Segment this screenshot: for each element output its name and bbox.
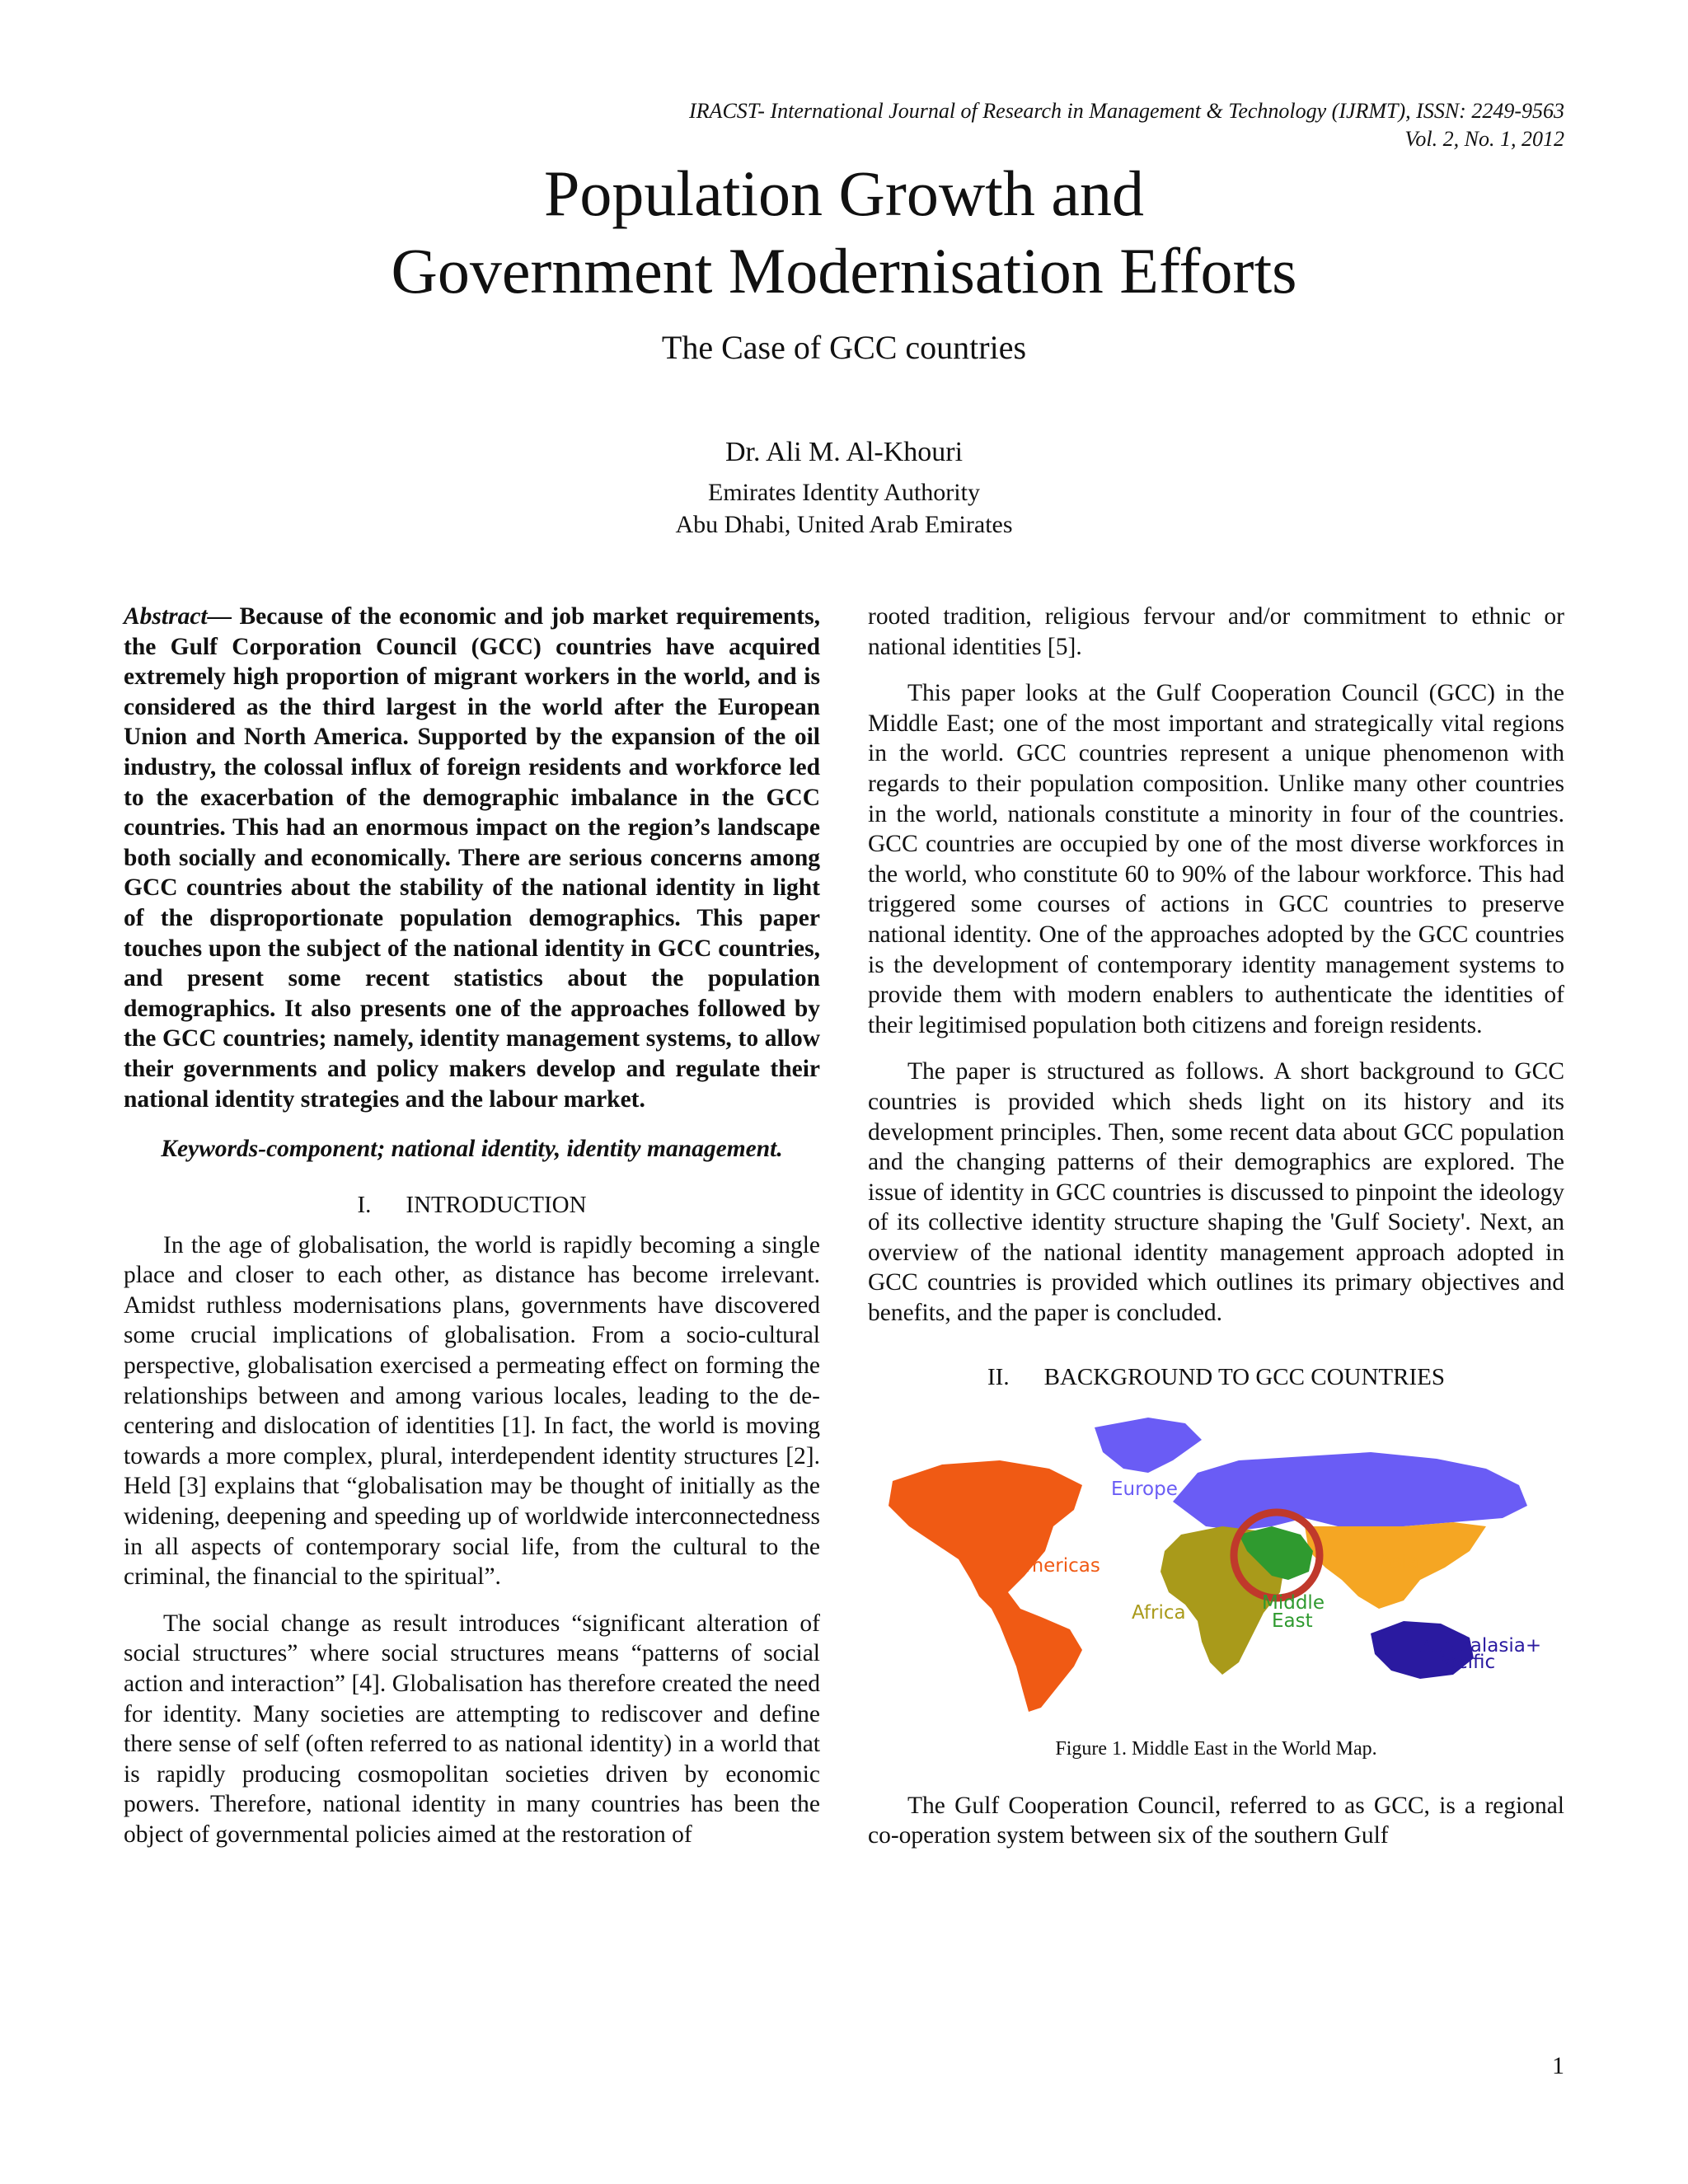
section-title-initial: I bbox=[406, 1191, 415, 1218]
label-middle-east-2: East bbox=[1272, 1610, 1313, 1632]
abstract bbox=[124, 602, 820, 1114]
journal-volume-line: Vol. 2, No. 1, 2012 bbox=[1404, 127, 1564, 151]
page-number: 1 bbox=[1552, 2052, 1564, 2079]
journal-header bbox=[410, 97, 1564, 153]
label-australasia-2: Pacific bbox=[1435, 1651, 1496, 1673]
paper-subtitle: The Case of GCC countries bbox=[661, 329, 1027, 366]
title-line-2: Government Modernisation Efforts bbox=[391, 235, 1297, 307]
section-number: I. bbox=[357, 1191, 372, 1218]
intro-paragraph-2-continued: rooted tradition, religious fervour and/or commitment to ethnic or national identities [5]. bbox=[868, 603, 1564, 660]
left-column bbox=[124, 602, 820, 1867]
author-name: Dr. Ali M. Al-Khouri bbox=[724, 437, 964, 467]
world-map-svg bbox=[876, 1403, 1560, 1720]
affiliation-location: Abu Dhabi, United Arab Emirates bbox=[675, 511, 1013, 538]
figure-world-map bbox=[868, 1403, 1564, 1720]
paper-title bbox=[0, 155, 1688, 310]
keywords: Keywords-component; national identity, identity management. bbox=[161, 1136, 783, 1163]
right-column bbox=[868, 602, 1564, 1868]
label-americas: Americas bbox=[1012, 1554, 1100, 1577]
section-title-initial: B bbox=[1043, 1363, 1060, 1390]
label-asia: Asia bbox=[1379, 1550, 1419, 1572]
figure-caption: Figure 1. Middle East in the World Map. bbox=[1055, 1737, 1377, 1760]
title-line-1: Population Growth and bbox=[544, 157, 1144, 229]
section-title-rest-c: OUNTRIES bbox=[1326, 1363, 1445, 1390]
region-europe bbox=[1095, 1418, 1527, 1535]
section-title-gcc: GCC bbox=[1255, 1363, 1311, 1390]
journal-title-line: IRACST- International Journal of Research in Management & Technology (IJRMT), ISSN: 2249-9563 bbox=[689, 99, 1564, 123]
region-americas bbox=[889, 1460, 1082, 1712]
section-heading-introduction bbox=[124, 1189, 820, 1221]
intro-paragraph-2: The social change as result introduces “significant alteration of social structures” where social structures means “patterns of social action and interaction” [4]. Globalisation has therefore created the need for identity. Many societies are attempting to rediscover and define there sense of self (often referred to as national identity) in a world that is rapidly producing cosmopolitan societies driven by economic powers. Therefore, national identity in many countries has been the object of governmental policies aimed at the restoration of bbox=[124, 1610, 820, 1848]
affiliation-org: Emirates Identity Authority bbox=[708, 479, 980, 506]
label-africa: Africa bbox=[1132, 1601, 1186, 1624]
section-title-rest: NTRODUCTION bbox=[414, 1191, 587, 1218]
intro-paragraph-3: This paper looks at the Gulf Cooperation Council (GCC) in the Middle East; one of the most important and strategically vital regions in the world. GCC countries represent a unique phenomenon with regards to their population composition. Unlike many other countries in the world, nationals constitute a minority in four of the countries. GCC countries are occupied by one of the most diverse workforces in the world, who constitute 60 to 90% of the labour workforce. This had triggered some courses of actions in GCC countries to preserve national identity. One of the approaches adopted by the GCC countries is the development of contemporary identity management systems to provide them with modern enablers to authenticate the identities of their legitimised population both citizens and foreign residents. bbox=[868, 680, 1564, 1038]
label-middle-east-1: Middle bbox=[1262, 1591, 1325, 1614]
label-australasia-1: Australasia+ bbox=[1420, 1634, 1542, 1657]
section-heading-background bbox=[868, 1361, 1564, 1393]
label-europe: Europe bbox=[1111, 1478, 1178, 1500]
abstract-text: Because of the economic and job market requirements, the Gulf Corporation Council (GCC) countries have acquired extremely high proportion of migrant workers in the world, and is considered as the third largest in the world after the European Union and North America. Supported by the expansion of the oil industry, the colossal influx of foreign residents and workforce led to the exacerbation of the demographic imbalance in the GCC countries. This had an enormous impact on the region’s landscape both socially and economically. There are serious concerns among GCC countries about the stability of the national identity in light of the disproportionate population demographics. This paper touches upon the subject of the national identity in GCC countries, and present some recent statistics about the population demographics. It also presents one of the approaches followed by the GCC countries; namely, identity management systems, to allow their governments and policy makers develop and regulate their national identity strategies and the labour market. bbox=[124, 603, 820, 1113]
background-paragraph-1: The Gulf Cooperation Council, referred to as GCC, is a regional co-operation system between six of the southern Gulf bbox=[868, 1792, 1564, 1849]
section-number: II. bbox=[987, 1363, 1010, 1390]
author-affiliation bbox=[0, 476, 1688, 541]
intro-paragraph-4: The paper is structured as follows. A short background to GCC countries is provided which sheds light on its history and its development principles. Then, some recent data about GCC population and the changing patterns of their demographics are explored. The issue of identity in GCC countries is discussed to pinpoint the ideology of its collective identity structure shaping the 'Gulf Society'. Next, an overview of the national identity management approach adopted in GCC countries is provided which outlines its primary objectives and benefits, and the paper is concluded. bbox=[868, 1058, 1564, 1327]
intro-paragraph-1: In the age of globalisation, the world is rapidly becoming a single place and closer to each other, as distance has become irrelevant. Amidst ruthless modernisations plans, governments have discovered some crucial implications of globalisation. From a socio-cultural perspective, globalisation exercised a permeating effect on forming the relationships between and among various locales, leading to the de-centering and dislocation of identities [1]. In fact, the world is moving towards a more complex, plural, interdependent identity structures [2]. Held [3] explains that “globalisation may be thought of initially as the widening, deepening and speeding up of worldwide interconnectedness in all aspects of contemporary social life, from the cultural to the criminal, the financial to the spiritual”. bbox=[124, 1231, 820, 1591]
section-title-rest: ACKGROUND TO bbox=[1059, 1363, 1256, 1390]
abstract-label: Abstract— bbox=[124, 603, 232, 630]
section-title-initial-c: C bbox=[1311, 1363, 1327, 1390]
